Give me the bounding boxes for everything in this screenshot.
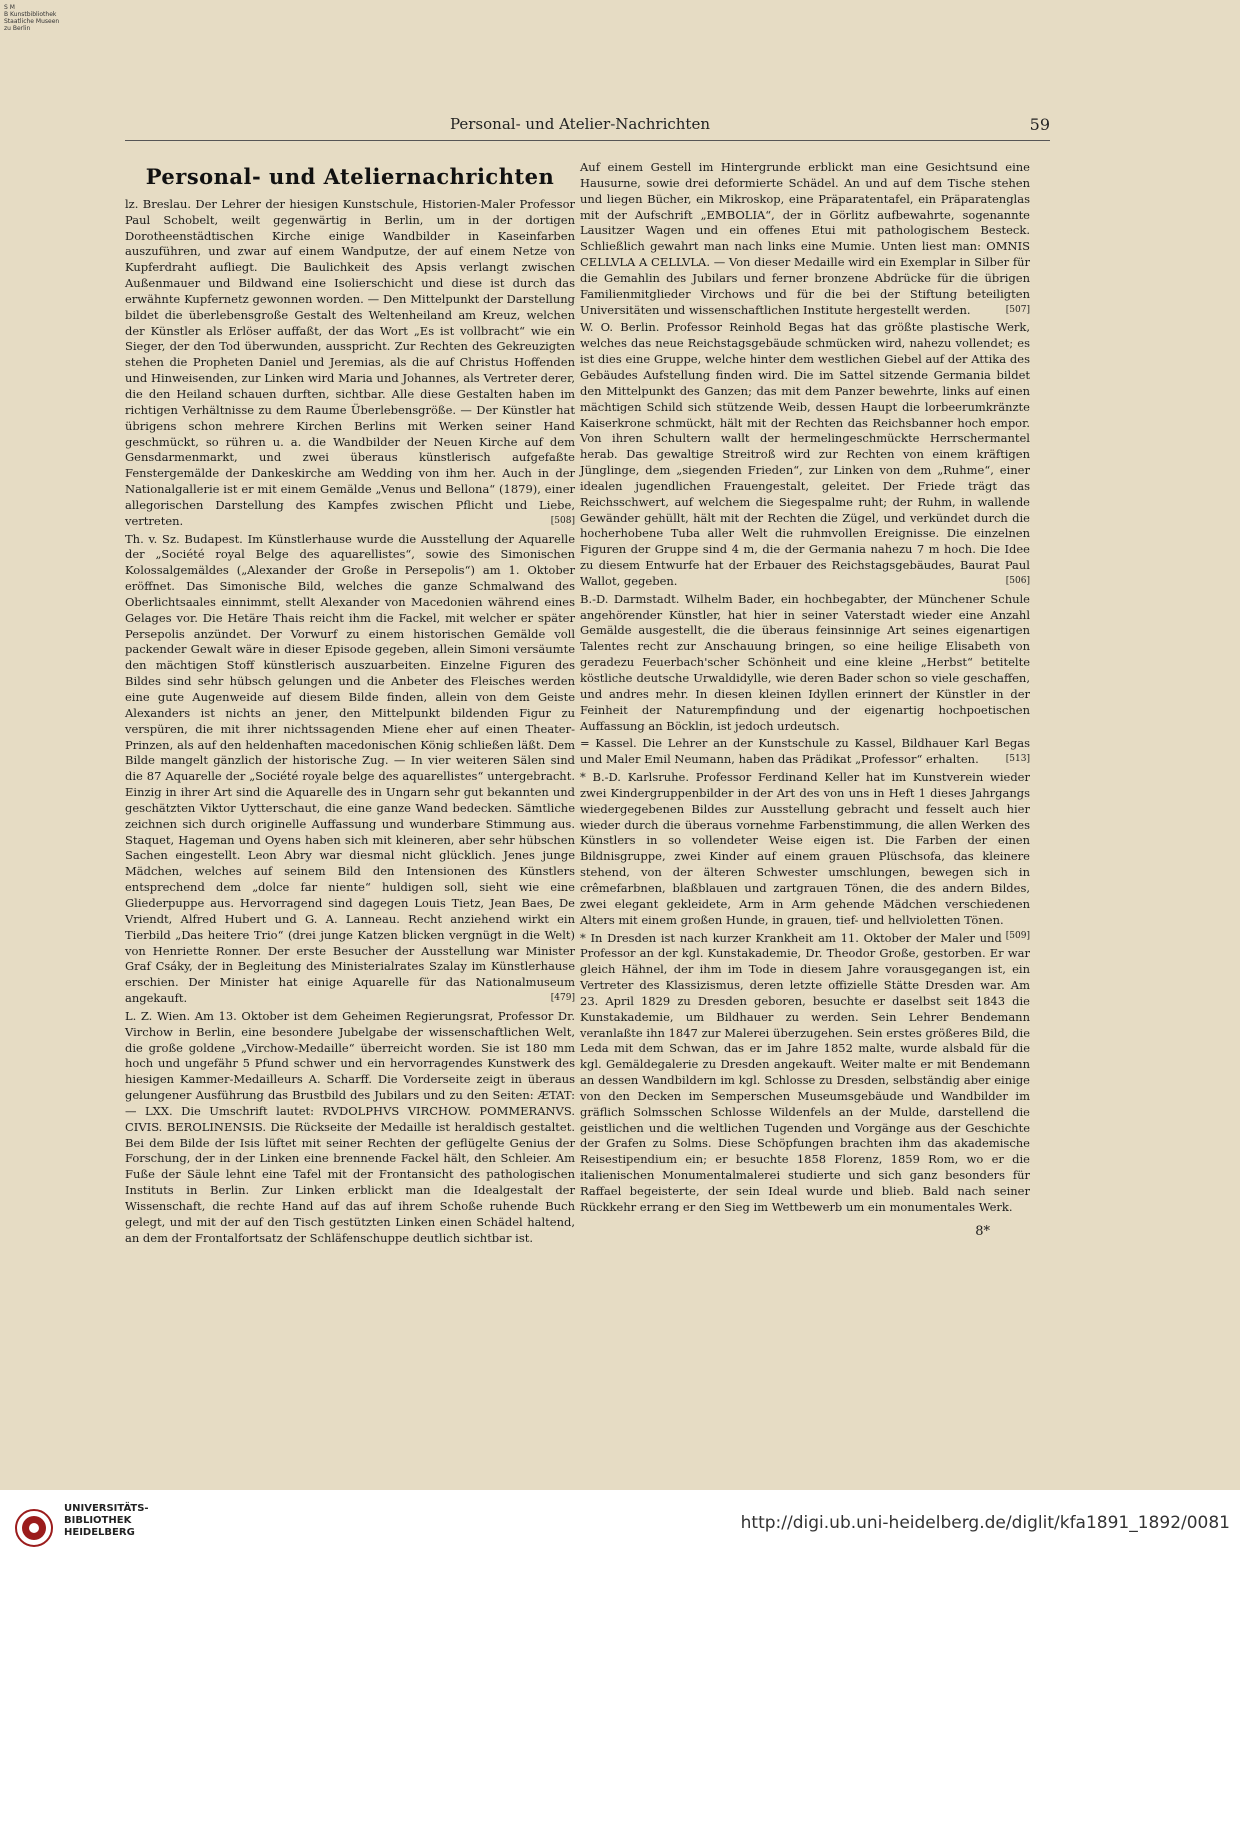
article [125, 1009, 575, 1247]
signature-mark: 8* [975, 1223, 990, 1239]
library-stamp: S M B Kunstbibliothek Staatliche Museen zu Berlin [4, 4, 60, 32]
article-text: Th. v. Sz. Budapest. Im Künstlerhause wurde die Ausstellung der Aquarelle der „Société royal Belge des aquarellistes“, sowie des Simonischen Kolossalgemäldes („Alexander der Große in Persepolis“) am 1. Oktober eröffnet. Das Simonische Bild, welches die ganze Schmalwand des Oberlichtsaales einnimmt, stellt Alexander von Macedonien während eines Gelages vor. Die Hetäre Thais reicht ihm die Fackel, mit welcher er später Persepolis anzündet. Der Vorwurf zu einem historischen Gemälde voll packender Gewalt wäre in dieser Episode gegeben, allein Simoni versäumte den mächtigen Stoff künstlerisch auszuarbeiten. Einzelne Figuren des Bildes sind sehr hübsch gelungen und die Anbeter des Fleisches werden eine gute Augenweide auf diesem Bilde finden, allein von dem Geiste Alexanders ist nichts an jener, den Mittelpunkt bildenden Figur zu verspüren, die mit ihrer nichtssagenden Miene eher auf einen Theater-Prinzen, als auf den heldenhaften macedonischen König schließen läßt. Dem Bilde mangelt gänzlich der historische Zug. — In vier weiteren Sälen sind die 87 Aquarelle der „Société royale belge des aquarellistes“ untergebracht. Einzig in ihrer Art sind die Aquarelle des in Ungarn sehr gut bekannten und geschätzten Viktor Uytterschaut, die eine ganze Wand bedecken. Sämtliche zeichnen sich durch originelle Auffassung und wunderbare Stimmung aus. Staquet, Hageman und Oyens haben sich mit kleineren, aber sehr hübschen Sachen eingestellt. Leon Abry war diesmal nicht glücklich. Jenes junge Mädchen, welches auf seinem Bild den Intensionen des Künstlers entsprechend dem „dolce far niente“ huldigen soll, sieht wie eine Gliederpuppe aus. Hervorragend sind dagegen Louis Tietz, Jean Baes, De Vriendt, Alfred Hubert und G. A. Lanneau. Recht anziehend wirkt ein Tierbild „Das heitere Trio“ (drei junge Katzen blicken vergnügt in die Welt) von Henriette Ronner. Der erste Besucher der Ausstellung war Minister Graf Csáky, der in Begleitung des Ministerialrates Szalay im Künstlerhause erschien. Der Minister hat einige Aquarelle für das Nationalmuseum angekauft. [125, 531, 575, 1006]
article-text: * In Dresden ist nach kurzer Krankheit am 11. Oktober der Maler und Professor an der kgl. Kunstakademie, Dr. Theodor Große, gestorben. Er war gleich Hähnel, der ihm im Tode in diesem Jahre vorausgegangen ist, ein Vertreter des Klassizismus, deren letzte offizielle Stätte Dresden war. Am 23. April 1829 zu Dresden geboren, besuchte er daselbst seit 1843 die Kunstakademie, um Bildhauer zu werden. Sein Lehrer Bendemann veranlaßte ihn 1847 zur Malerei überzugehen. Sein erstes größeres Bild, die Leda mit dem Schwan, das er im Jahre 1852 malte, wurde alsbald für die kgl. Gemäldegalerie zu Dresden angekauft. Weiter malte er mit Bendemann an dessen Wandbildern im kgl. Schlosse zu Dresden, selbständig aber einige von den Decken im Semperschen Museumsgebäude und Wandbilder im gräflich Solmsschen Schlosse Wildenfels an der Mulde, darstellend die geistlichen und die weltlichen Tugenden und Vorgänge aus der Geschichte der Grafen zu Solms. Diese Schöpfungen brachten ihm das akademische Reisestipendium ein; er besuchte 1858 Florenz, 1859 Rom, wo er die italienischen Monumentalmalerei studierte und sich ganz besonders für Raffael begeisterte, der sein Ideal wurde und blieb. Bald nach seiner Rückkehr errang er den Sieg im Wettbewerb um ein monumentales Werk. [580, 930, 1030, 1214]
article [580, 160, 1030, 318]
running-head: Personal- und Atelier-Nachrichten [449, 115, 711, 133]
university-seal-icon [14, 1508, 54, 1548]
article-ref: [509] [1005, 930, 1030, 941]
article-text: * B.-D. Karlsruhe. Professor Ferdinand Keller hat im Kunstverein wieder zwei Kindergruppenbilder in der Art des von uns in Heft 1 dieses Jahrgangs wiedergegebenen Bildes zur Ausstellung gebracht und fesselt auch hier wieder durch die überaus vornehme Farbenstimmung, die allen Werken des Künstlers in so vollendeter Weise eigen ist. Die Farben der einen Bildnisgruppe, zwei Kinder auf einem grauen Plüschsofa, das kleinere stehend, von der älteren Schwester umschlungen, bewegen sich in crêmefarbnen, blaßblauen und zartgrauen Tönen, die des andern Bildes, zwei elegant gekleidete, Arm in Arm gehende Mädchen verschiedenen Alters mit einem großen Hunde, in grauen, tief- und hellvioletten Tönen. [580, 770, 1030, 927]
article-text: Auf einem Gestell im Hintergrunde erblickt man eine Gesichtsund eine Hausurne, sowie drei deformierte Schädel. An und auf dem Tische stehen und liegen Bücher, ein Mikroskop, eine Präparatentafel, ein Präparatenglas mit der Aufschrift „EMBOLIA“, der in Görlitz aufbewahrte, sogenannte Lausitzer Wagen und ein offenes Etui mit pathologischem Besteck. Schließlich gewahrt man nach links eine Mumie. Unten liest man: OMNIS CELLVLA A CELLVLA. — Von dieser Medaille wird ein Exemplar in Silber für die Gemahlin des Jubilars und ferner bronzene Abdrücke für die übrigen Familienmitglieder Virchows und für die bei der Stiftung beteiligten Universitäten und wissenschaftlichen Institute hergestellt werden. [580, 160, 1030, 317]
library-name: UNIVERSITÄTS- BIBLIOTHEK HEIDELBERG [64, 1503, 149, 1538]
article-ref: [508] [550, 515, 575, 526]
article-ref: [479] [550, 993, 575, 1004]
article [580, 592, 1030, 735]
article-ref: [513] [1005, 754, 1030, 765]
header-rule [125, 140, 1050, 141]
right-column [580, 160, 1030, 1240]
left-column [125, 165, 575, 1249]
article-text: lz. Breslau. Der Lehrer der hiesigen Kunstschule, Historien-Maler Professor Paul Schobelt, weilt gegenwärtig in Berlin, um in der dortigen Dorotheenstädtischen Kirche einige Wandbilder in Kaseinfarben auszuführen, und zwar auf einem Wandputze, der auf einem Netze von Kupferdraht aufliegt. Die Baulichkeit des Apsis verlangt zwischen Außenmauer und Bildwand eine Isolierschicht und diese ist durch das erwähnte Kupfernetz gewonnen worden. — Den Mittelpunkt der Darstellung bildet die überlebensgroße Gestalt des Weltenheiland am Kreuz, welchen der Künstler als Erlöser auffaßt, der das Wort „Es ist vollbracht“ wie ein Sieger, der den Tod überwunden, ausspricht. Zur Rechten des Gekreuzigten stehen die Propheten Daniel und Jeremias, als die auf Christus Hoffenden und Hinweisenden, zur Linken wird Maria und Johannes, als Vertreter derer, die den Heiland schauen durften, sichtbar. Alle diese Gestalten haben im richtigen Verhältnisse zu dem Raume Überlebensgröße. — Der Künstler hat übrigens schon mehrere Kirchen Berlins mit Werken seiner Hand geschmückt, so rühren u. a. die Wandbilder der Neuen Kirche auf dem Gensdarmenmarkt, und zwei überaus künstlerisch aufgefaßte Fenstergemälde der Dankeskirche am Wedding von ihm her. Auch in der Nationalgallerie ist er mit einem Gemälde „Venus und Bellona“ (1879), einer allegorischen Darstellung des Kampfes zwischen Pflicht und Liebe, vertreten. [125, 196, 575, 528]
article-text: W. O. Berlin. Professor Reinhold Begas hat das größte plastische Werk, welches das neue Reichstagsgebäude schmücken wird, nahezu vollendet; es ist dies eine Gruppe, welche hinter dem westlichen Giebel auf der Attika des Gebäudes Aufstellung finden wird. Die im Sattel sitzende Germania bildet den Mittelpunkt des Ganzen; das mit dem Panzer bewehrte, links auf einen mächtigen Schild sich stützende Weib, dessen Haupt die lorbeerumkränzte Kaiserkrone schmückt, hält mit der Rechten das Reichsbanner hoch empor. Von ihren Schultern wallt der hermelingeschmückte Herrschermantel herab. Das gewaltige Streitroß wird zur Rechten von einem kräftigen Jünglinge, dem „siegenden Frieden“, zur Linken von dem „Ruhme“, einer idealen jugendlichen Frauengestalt, geleitet. Der Friede trägt das Reichsschwert, auf welchem die Siegespalme ruht; der Ruhm, in wallende Gewänder gehüllt, hält mit der Rechten die Zügel, und verkündet durch die hocherhobene Tuba aller Welt die ruhmvollen Ereignisse. Die einzelnen Figuren der Gruppe sind 4 m, die der Germania nahezu 7 m hoch. Die Idee zu diesem Entwurfe hat der Erbauer des Reichstagsgebäudes, Baurat Paul Wallot, gegeben. [580, 320, 1030, 588]
article [580, 736, 1030, 768]
article-ref: [507] [1005, 304, 1030, 315]
page-number: 59 [1029, 115, 1050, 134]
source-url[interactable]: http://digi.ub.uni-heidelberg.de/diglit/kfa1891_1892/0081 [740, 1513, 1230, 1533]
article [580, 770, 1030, 941]
article-text: L. Z. Wien. Am 13. Oktober ist dem Geheimen Regierungsrat, Professor Dr. Virchow in Berlin, eine besondere Jubelgabe der wissenschaftlichen Welt, die große goldene „Virchow-Medaille“ überreicht worden. Sie ist 180 mm hoch und ungefähr 5 Pfund schwer und ein hervorragendes Kunstwerk des hiesigen Kammer-Medailleurs A. Scharff. Die Vorderseite zeigt in überaus gelungener Ausführung das Brustbild des Jubilars und zu den Seiten: ÆTAT: — LXX. Die Umschrift lautet: RVDOLPHVS VIRCHOW. POMMERANVS. CIVIS. BEROLINENSIS. Die Rückseite der Medaille ist heraldisch gestaltet. Bei dem Bilde der Isis lüftet mit seiner Rechten der geflügelte Genius der Forschung, der in der Linken eine brennende Fackel hält, den Schleier. Am Fuße der Säule lehnt eine Tafel mit der Frontansicht des pathologischen Instituts in Berlin. Zur Linken erblickt man die Idealgestalt der Wissenschaft, die rechte Hand auf das auf ihrem Schoße ruhende Buch gelegt, und mit der auf den Tisch gestützten Linken einen Schädel haltend, an dem der Frontalfortsatz der Schläfenschuppe deutlich sichtbar ist. [125, 1008, 575, 1245]
article [580, 320, 1030, 589]
article-text: = Kassel. Die Lehrer an der Kunstschule zu Kassel, Bildhauer Karl Begas und Maler Emil Neumann, haben das Prädikat „Professor“ erhalten. [580, 736, 1030, 767]
article [125, 532, 575, 1007]
article-text: B.-D. Darmstadt. Wilhelm Bader, ein hochbegabter, der Münchener Schule angehörender Künstler, hat hier in seiner Vaterstadt wieder eine Anzahl Gemälde ausgestellt, die die überaus feinsinnige Art seines eigenartigen Talentes recht zur Anschauung bringen, so eine heilige Elisabeth von geradezu Feuerbach'scher Schönheit und eine kleine „Herbst“ betitelte köstliche deutsche Urwaldidylle, wie deren Bader schon so viele geschaffen, und andres mehr. In diesen kleinen Idyllen erinnert der Künstler in der Feinheit der Naturempfindung und der eigenartig hochpoetischen Auffassung an Böcklin, ist jedoch urdeutsch. [580, 591, 1030, 733]
article [125, 197, 575, 530]
footer-bar [0, 1490, 1240, 1835]
section-title: Personal- und Ateliernachrichten [145, 164, 555, 189]
article-ref: [506] [1005, 575, 1030, 586]
article [580, 931, 1030, 1216]
